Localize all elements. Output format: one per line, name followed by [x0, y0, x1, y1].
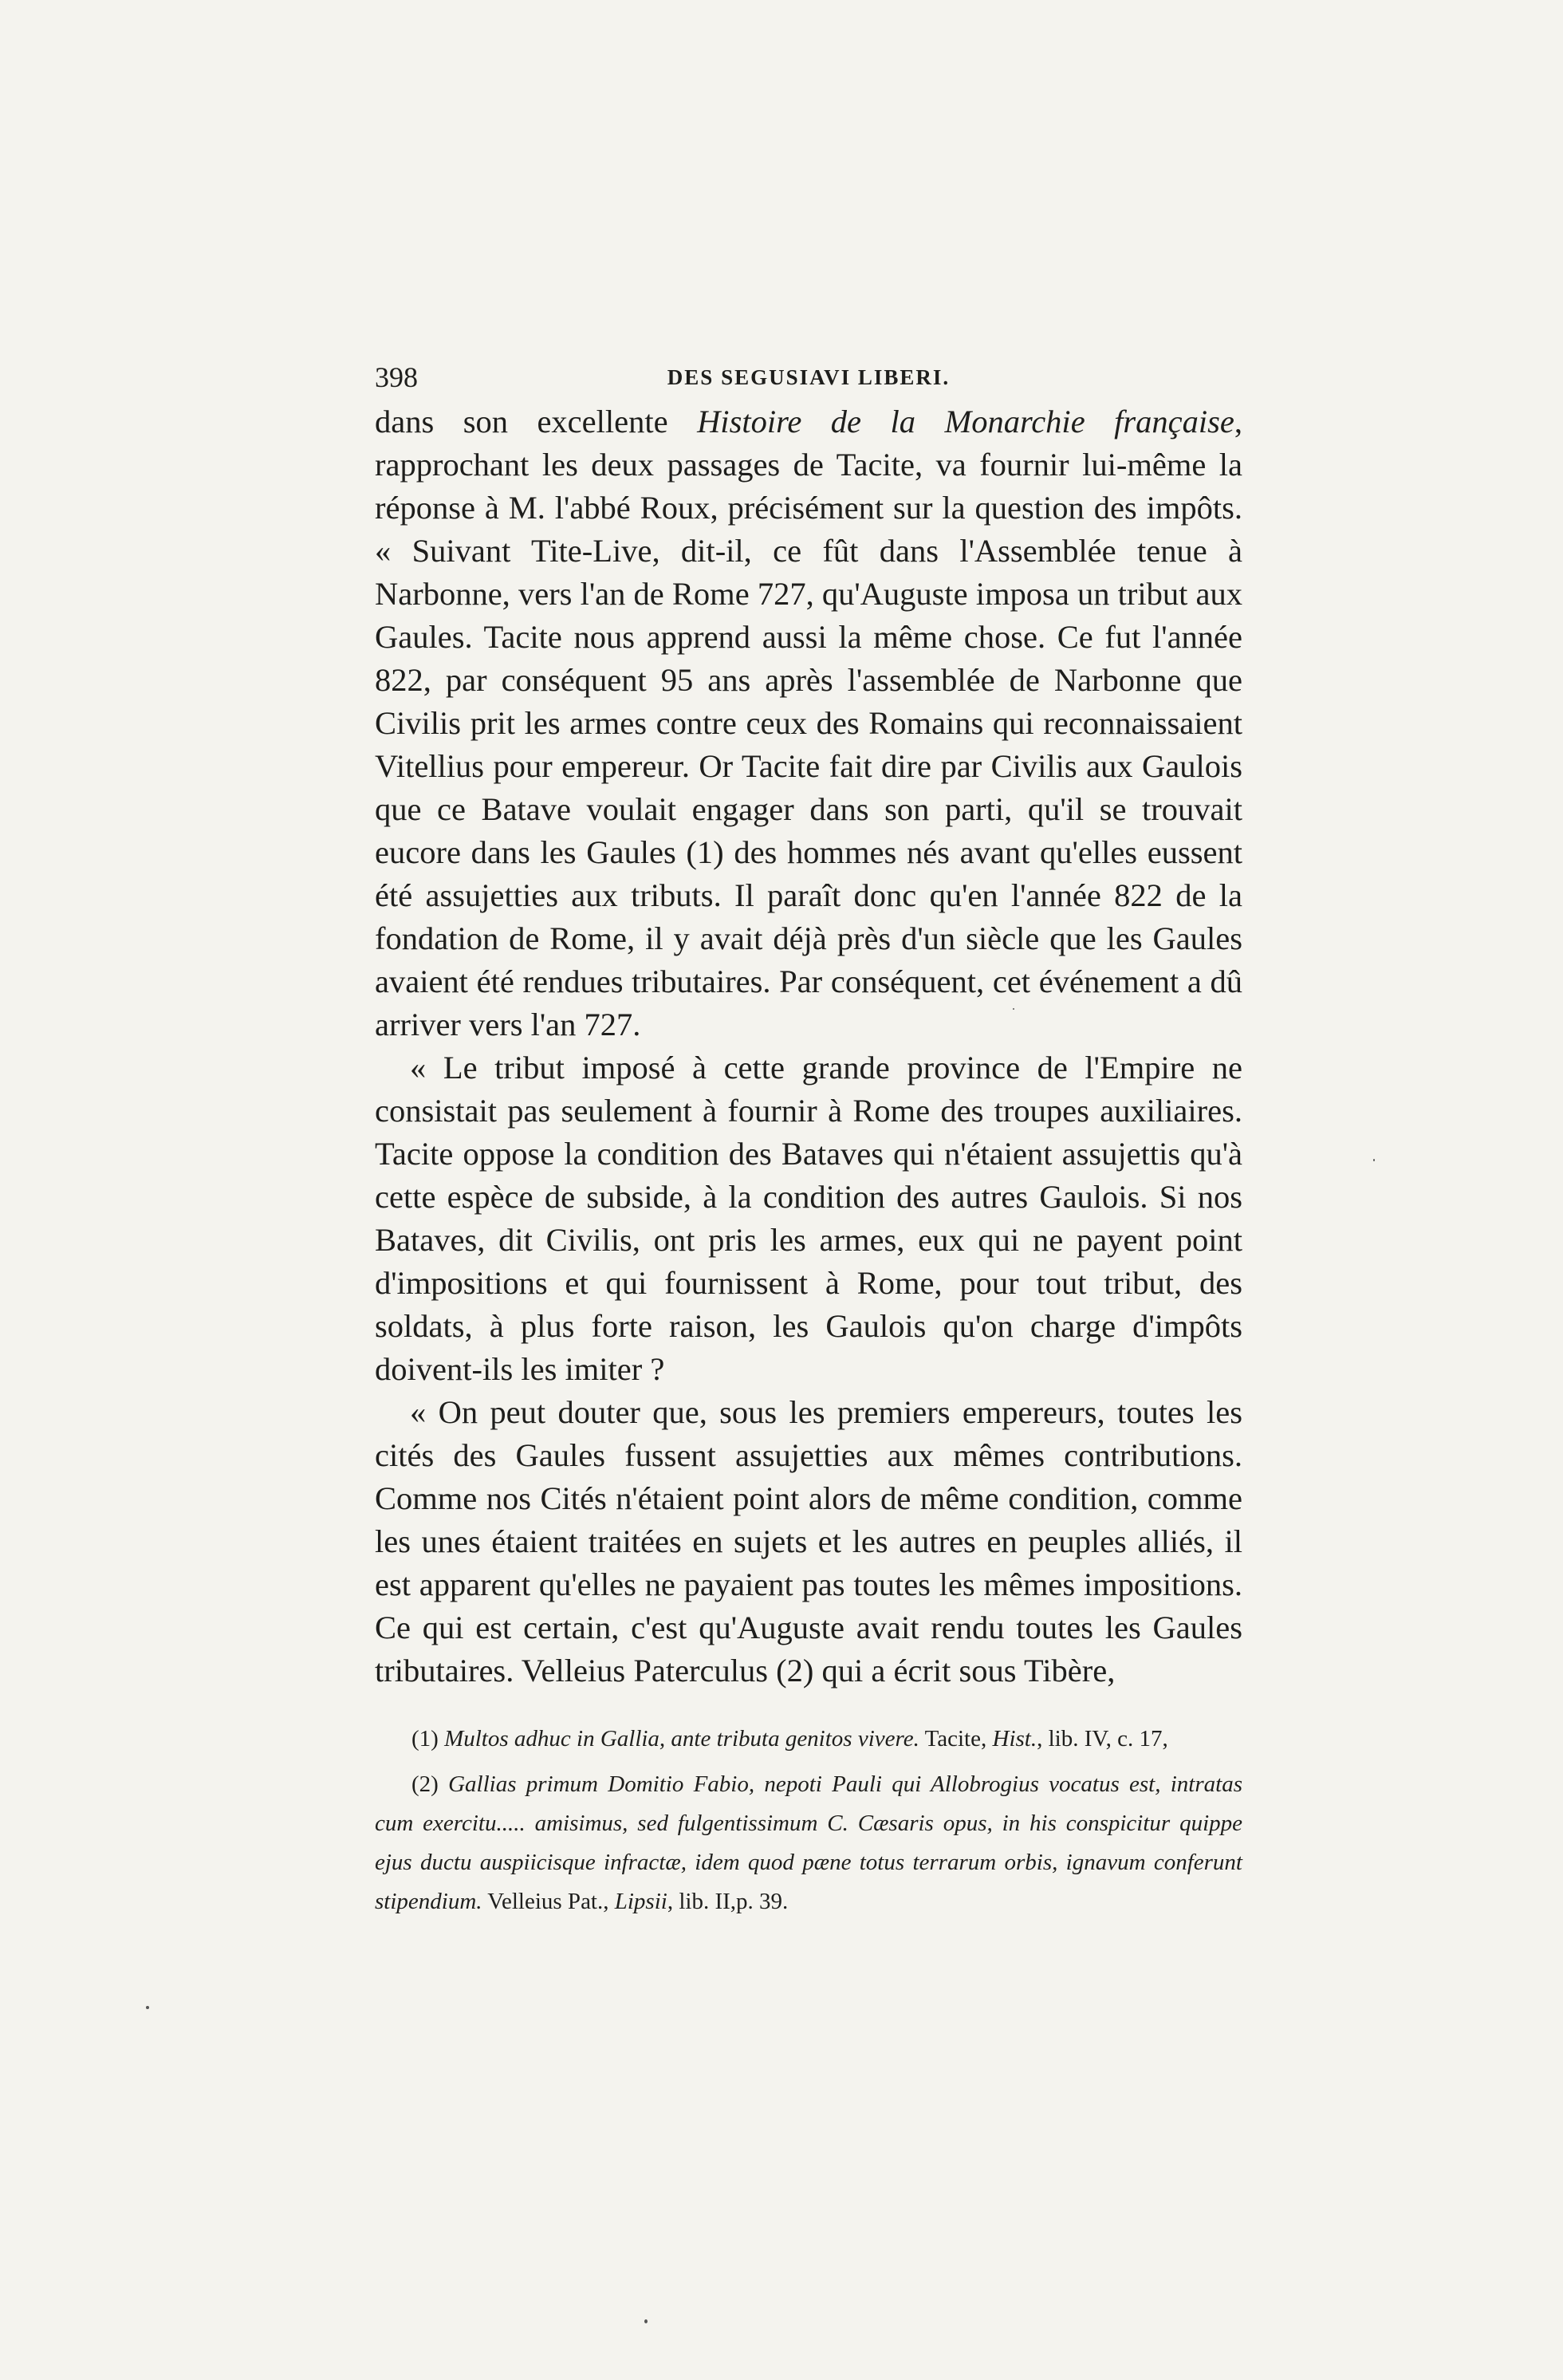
footnote-1-work: Hist.: [992, 1726, 1037, 1752]
paragraph-1: [375, 400, 1242, 1046]
footnote-1-text-b: , lib. IV, c. 17,: [1037, 1726, 1168, 1752]
book-title: Histoire de la Monarchie française: [697, 404, 1234, 439]
footnote-2-latin: Gallias primum Domitio Fabio, nepoti Pauli qui Allobrogius vocatus est, intratas cum exercitu..... amisimus, sed fulgentissimum C. Cæsaris opus, in his conspicitur quippe ejus ductu auspiicisque infractæ, idem quod pæne totus terrarum orbis, ignavum conferunt stipendium.: [375, 1771, 1242, 1914]
paragraph-3: « On peut douter que, sous les premiers empereurs, toutes les cités des Gaules fussent assujetties aux mêmes contributions. Comme nos Cités n'étaient point alors de même condition, comme les unes étaient traitées en sujets et les autres en peuples alliés, il est apparent qu'elles ne payaient pas toutes les mêmes impositions. Ce qui est certain, c'est qu'Auguste avait rendu toutes les Gaules tributaires. Velleius Paterculus (2) qui a écrit sous Tibère,: [375, 1394, 1242, 1688]
footnote-1: [375, 1720, 1242, 1759]
footnote-1-marker: (1): [411, 1726, 445, 1752]
footnote-2-marker: (2): [411, 1771, 449, 1797]
paper-speck: [1013, 1008, 1014, 1010]
paragraph-2: « Le tribut imposé à cette grande province de l'Empire ne consistait pas seulement à fournir à Rome des troupes auxiliaires. Tacite oppose la condition des Bataves qui n'étaient assujettis qu'à cette espèce de subside, à la condition des autres Gaulois. Si nos Bataves, dit Civilis, ont pris les armes, eux qui ne payent point d'impositions et qui fournissent à Rome, pour tout tribut, des soldats, à plus forte raison, les Gaulois qu'on charge d'impôts doivent-ils les imiter ?: [375, 1050, 1242, 1387]
page-number: 398: [375, 361, 418, 393]
footnotes: [375, 1720, 1242, 1928]
paper-speck: [146, 2006, 149, 2009]
paragraph-1-text-b: , rapprochant les deux passages de Tacite, va fournir lui-même la réponse à M. l'abbé Roux, précisément sur la question des impôts. « Suivant Tite-Live, dit-il, ce fût dans l'Assemblée tenue à Narbonne, vers l'an de Rome 727, qu'Auguste imposa un tribut aux Gaules. Tacite nous apprend aussi la même chose. Ce fut l'année 822, par conséquent 95 ans après l'assemblée de Narbonne que Civilis prit les armes contre ceux des Romains qui reconnaissaient Vitellius pour empereur. Or Tacite fait dire par Civilis aux Gaulois que ce Batave voulait engager dans son parti, qu'il se trouvait eucore dans les Gaules (1) des hommes nés avant qu'elles eussent été assujetties aux tributs. Il paraît donc qu'en l'année 822 de la fondation de Rome, il y avait déjà près d'un siècle que les Gaules avaient été rendues tributaires. Par conséquent, cet événement a dû arriver vers l'an 727.: [375, 404, 1242, 1042]
footnote-2-text-a: Velleius Pat.,: [482, 1889, 615, 1914]
main-text: [375, 400, 1242, 1692]
footnote-1-latin: Multos adhuc in Gallia, ante tributa genitos vivere.: [444, 1726, 919, 1752]
footnote-1-text-a: Tacite,: [919, 1726, 993, 1752]
paper-speck: [644, 2319, 648, 2323]
paragraph-1-text-a: dans son excellente: [375, 404, 698, 439]
footnote-2: [375, 1765, 1242, 1921]
footnote-2-edition: Lipsii: [614, 1889, 667, 1914]
running-title: DES SEGUSIAVI LIBERI.: [667, 365, 951, 389]
page-header: [375, 357, 1242, 397]
footnote-2-text-b: , lib. II,p. 39.: [667, 1889, 789, 1914]
paper-speck: [1373, 1159, 1375, 1161]
